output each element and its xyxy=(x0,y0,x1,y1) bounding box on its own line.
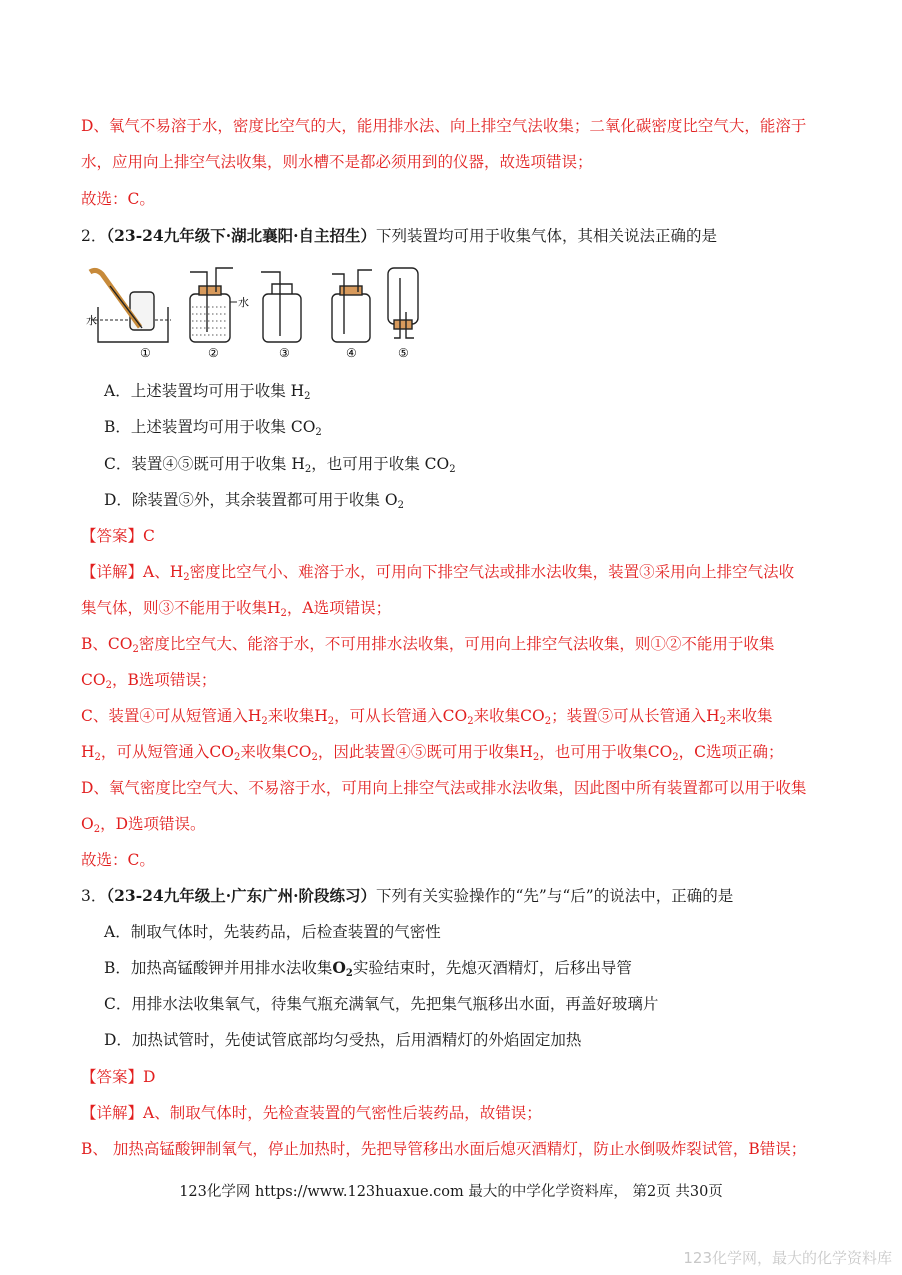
answer: 【答案】C xyxy=(81,527,155,545)
option-d: D．除装置⑤外，其余装置都可用于收集 $O_2$ xyxy=(104,491,404,511)
question-3-stem: 3．（23-24九年级上·广东广州·阶段练习）下列有关实验操作的“先”与“后”的说法中，正确的是 xyxy=(81,886,734,905)
answer: 【答案】D xyxy=(81,1068,156,1086)
question-2-stem: 2．（23-24九年级下·湖北襄阳·自主招生）下列装置均可用于收集气体，其相关说法正确的是 xyxy=(81,226,718,245)
watermark: 123化学网，最大的化学资料库 xyxy=(683,1249,892,1267)
option-c: C．用排水法收集氧气，待集气瓶充满氧气，先把集气瓶移出水面，再盖好玻璃片 xyxy=(104,995,659,1013)
water-label: 水 xyxy=(86,314,97,327)
explanation-line: D、氧气密度比空气大、不易溶于水，可用向上排空气法或排水法收集，因此图中所有装置都可以用于收集 xyxy=(81,779,807,797)
explanation-line: $H_2$，可从短管通入$CO_2$来收集$CO_2$，因此装置④⑤既可用于收集$H_2$，也可用于收集$CO_2$，C选项正确； xyxy=(81,743,784,763)
final-answer: 故选：C。 xyxy=(81,851,155,869)
gas-collection-apparatus-figure xyxy=(80,262,420,362)
option-b: B．加热高锰酸钾并用排水法收集$O_2$实验结束时，先熄灭酒精灯，后移出导管 xyxy=(104,958,632,979)
explanation-line: B、$CO_2$密度比空气大、能溶于水，不可用排水法收集，可用向上排空气法收集，则①②不能用于收集 xyxy=(81,635,775,655)
option-d: D．加热试管时，先使试管底部均匀受热，后用酒精灯的外焰固定加热 xyxy=(104,1031,582,1049)
option-a: A．上述装置均可用于收集 $H_2$ xyxy=(104,382,311,402)
figure-label-2: ② xyxy=(208,346,219,360)
explanation-line: $O_2$，D选项错误。 xyxy=(81,815,206,835)
page-footer: 123化学网 https://www.123huaxue.com 最大的中学化学资料库， 第2页 共30页 xyxy=(179,1184,723,1200)
figure-label-1: ① xyxy=(140,346,151,360)
text-line: 水，应用向上排空气法收集，则水槽不是都必须用到的仪器，故选项错误； xyxy=(81,153,593,171)
water-label: 水 xyxy=(238,296,249,309)
text-line: D、氧气不易溶于水，密度比空气的大，能用排水法、向上排空气法收集；二氧化碳密度比空气大，能溶于 xyxy=(81,117,807,135)
explanation-line: 【详解】A、制取气体时，先检查装置的气密性后装药品，故错误； xyxy=(81,1104,542,1122)
option-a: A．制取气体时，先装药品，后检查装置的气密性 xyxy=(104,923,441,941)
figure-label-3: ③ xyxy=(279,346,290,360)
explanation-line: $CO_2$，B选项错误； xyxy=(81,671,217,691)
explanation-line: C、装置④可从短管通入$H_2$来收集$H_2$，可从长管通入$CO_2$来收集$CO_2$；装置⑤可从长管通入$H_2$来收集 xyxy=(81,707,773,727)
figure-label-4: ④ xyxy=(346,346,357,360)
text-line: 故选：C。 xyxy=(81,190,155,208)
explanation-line: 【详解】A、$H_2$密度比空气小、难溶于水，可用向下排空气法或排水法收集，装置③采用向上排空气法收 xyxy=(81,563,795,583)
explanation-line: B、 加热高锰酸钾制氧气，停止加热时，先把导管移出水面后熄灭酒精灯，防止水倒吸炸裂试管，B错误； xyxy=(81,1140,807,1158)
option-b: B．上述装置均可用于收集 $CO_2$ xyxy=(104,418,322,438)
figure-label-5: ⑤ xyxy=(398,346,409,360)
explanation-line: 集气体，则③不能用于收集$H_2$，A选项错误； xyxy=(81,599,392,619)
option-c: C．装置④⑤既可用于收集 $H_2$，也可用于收集 $CO_2$ xyxy=(104,455,456,475)
